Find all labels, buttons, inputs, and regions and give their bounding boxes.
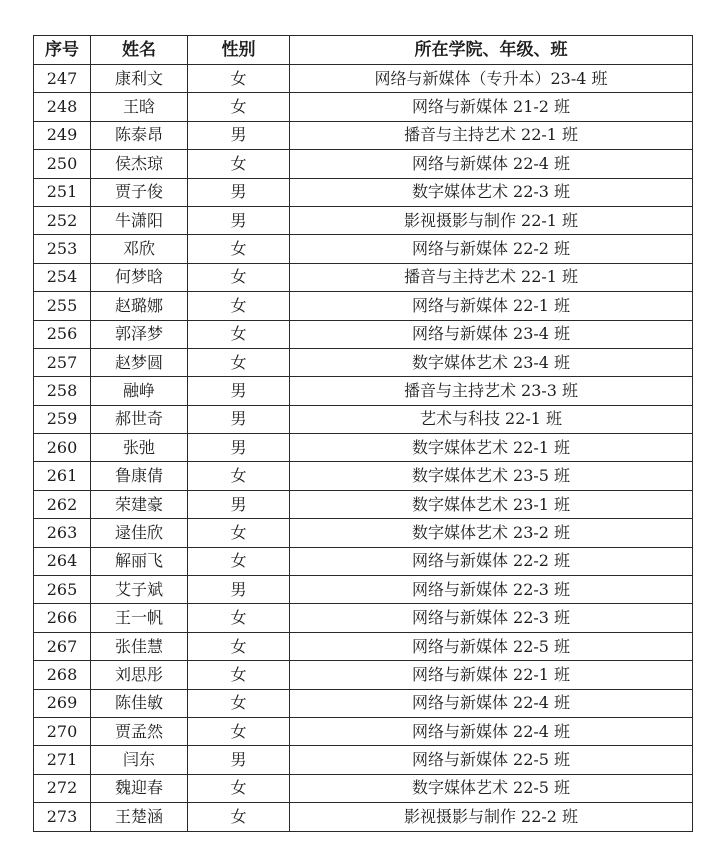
cell-gender: 女 xyxy=(188,519,290,547)
table-row xyxy=(34,519,693,547)
table-row xyxy=(34,490,693,518)
table-row xyxy=(34,632,693,660)
cell-index: 254 xyxy=(34,263,91,291)
cell-college-grade-class: 网络与新媒体 22-5 班 xyxy=(290,632,693,660)
table-row xyxy=(34,235,693,263)
cell-name: 逯佳欣 xyxy=(91,519,188,547)
cell-college-grade-class: 网络与新媒体 22-4 班 xyxy=(290,717,693,745)
cell-index: 250 xyxy=(34,150,91,178)
cell-index: 269 xyxy=(34,689,91,717)
cell-gender: 女 xyxy=(188,348,290,376)
table-row xyxy=(34,774,693,802)
table-row xyxy=(34,292,693,320)
cell-name: 赵璐娜 xyxy=(91,292,188,320)
cell-college-grade-class: 数字媒体艺术 23-2 班 xyxy=(290,519,693,547)
cell-gender: 女 xyxy=(188,604,290,632)
cell-college-grade-class: 网络与新媒体 22-4 班 xyxy=(290,689,693,717)
cell-index: 258 xyxy=(34,377,91,405)
cell-name: 张弛 xyxy=(91,434,188,462)
cell-gender: 女 xyxy=(188,462,290,490)
cell-index: 271 xyxy=(34,746,91,774)
cell-college-grade-class: 网络与新媒体 23-4 班 xyxy=(290,320,693,348)
cell-name: 魏迎春 xyxy=(91,774,188,802)
table-row xyxy=(34,93,693,121)
cell-name: 康利文 xyxy=(91,65,188,93)
cell-gender: 男 xyxy=(188,178,290,206)
cell-college-grade-class: 数字媒体艺术 23-1 班 xyxy=(290,490,693,518)
cell-gender: 女 xyxy=(188,320,290,348)
cell-name: 融峥 xyxy=(91,377,188,405)
table-row xyxy=(34,604,693,632)
cell-gender: 女 xyxy=(188,547,290,575)
cell-name: 郝世奇 xyxy=(91,405,188,433)
cell-index: 251 xyxy=(34,178,91,206)
cell-index: 249 xyxy=(34,121,91,149)
cell-index: 248 xyxy=(34,93,91,121)
cell-gender: 女 xyxy=(188,263,290,291)
cell-college-grade-class: 数字媒体艺术 22-3 班 xyxy=(290,178,693,206)
cell-name: 张佳慧 xyxy=(91,632,188,660)
cell-name: 陈泰昂 xyxy=(91,121,188,149)
cell-college-grade-class: 影视摄影与制作 22-2 班 xyxy=(290,803,693,831)
cell-index: 256 xyxy=(34,320,91,348)
cell-college-grade-class: 网络与新媒体（专升本）23-4 班 xyxy=(290,65,693,93)
cell-college-grade-class: 网络与新媒体 21-2 班 xyxy=(290,93,693,121)
cell-name: 王一帆 xyxy=(91,604,188,632)
cell-gender: 女 xyxy=(188,292,290,320)
cell-index: 261 xyxy=(34,462,91,490)
cell-gender: 女 xyxy=(188,661,290,689)
table-row xyxy=(34,320,693,348)
table-row xyxy=(34,746,693,774)
cell-index: 259 xyxy=(34,405,91,433)
cell-name: 牛潇阳 xyxy=(91,206,188,234)
cell-name: 闫东 xyxy=(91,746,188,774)
cell-gender: 男 xyxy=(188,405,290,433)
cell-name: 赵梦圆 xyxy=(91,348,188,376)
table-row xyxy=(34,462,693,490)
cell-index: 270 xyxy=(34,717,91,745)
cell-college-grade-class: 网络与新媒体 22-3 班 xyxy=(290,576,693,604)
cell-name: 王楚涵 xyxy=(91,803,188,831)
header-gender: 性别 xyxy=(188,36,290,65)
table-row xyxy=(34,803,693,831)
cell-gender: 男 xyxy=(188,576,290,604)
table-row xyxy=(34,377,693,405)
cell-gender: 女 xyxy=(188,93,290,121)
cell-index: 257 xyxy=(34,348,91,376)
cell-index: 267 xyxy=(34,632,91,660)
table-row xyxy=(34,547,693,575)
cell-college-grade-class: 播音与主持艺术 22-1 班 xyxy=(290,121,693,149)
cell-college-grade-class: 数字媒体艺术 22-5 班 xyxy=(290,774,693,802)
cell-college-grade-class: 网络与新媒体 22-2 班 xyxy=(290,235,693,263)
table-row xyxy=(34,150,693,178)
cell-college-grade-class: 数字媒体艺术 23-5 班 xyxy=(290,462,693,490)
table-row xyxy=(34,348,693,376)
cell-name: 郭泽梦 xyxy=(91,320,188,348)
cell-college-grade-class: 数字媒体艺术 23-4 班 xyxy=(290,348,693,376)
cell-name: 陈佳敏 xyxy=(91,689,188,717)
cell-index: 247 xyxy=(34,65,91,93)
cell-name: 刘思彤 xyxy=(91,661,188,689)
cell-name: 贾子俊 xyxy=(91,178,188,206)
cell-gender: 男 xyxy=(188,377,290,405)
cell-gender: 女 xyxy=(188,65,290,93)
cell-college-grade-class: 播音与主持艺术 22-1 班 xyxy=(290,263,693,291)
cell-name: 王晗 xyxy=(91,93,188,121)
cell-name: 贾孟然 xyxy=(91,717,188,745)
student-list-table xyxy=(33,35,693,832)
cell-gender: 男 xyxy=(188,746,290,774)
cell-index: 264 xyxy=(34,547,91,575)
header-index: 序号 xyxy=(34,36,91,65)
cell-gender: 女 xyxy=(188,803,290,831)
table-row xyxy=(34,121,693,149)
table-body xyxy=(34,65,693,832)
cell-college-grade-class: 影视摄影与制作 22-1 班 xyxy=(290,206,693,234)
cell-gender: 女 xyxy=(188,632,290,660)
cell-name: 何梦晗 xyxy=(91,263,188,291)
cell-index: 266 xyxy=(34,604,91,632)
cell-index: 265 xyxy=(34,576,91,604)
cell-index: 260 xyxy=(34,434,91,462)
cell-name: 侯杰琼 xyxy=(91,150,188,178)
cell-index: 262 xyxy=(34,490,91,518)
cell-college-grade-class: 网络与新媒体 22-2 班 xyxy=(290,547,693,575)
cell-name: 解丽飞 xyxy=(91,547,188,575)
table-row xyxy=(34,405,693,433)
cell-gender: 男 xyxy=(188,490,290,518)
table-row xyxy=(34,434,693,462)
cell-gender: 男 xyxy=(188,434,290,462)
cell-index: 253 xyxy=(34,235,91,263)
header-college-grade-class: 所在学院、年级、班 xyxy=(290,36,693,65)
cell-college-grade-class: 网络与新媒体 22-3 班 xyxy=(290,604,693,632)
cell-college-grade-class: 数字媒体艺术 22-1 班 xyxy=(290,434,693,462)
cell-gender: 女 xyxy=(188,717,290,745)
cell-college-grade-class: 网络与新媒体 22-1 班 xyxy=(290,292,693,320)
table-row xyxy=(34,661,693,689)
table-row xyxy=(34,576,693,604)
cell-name: 邓欣 xyxy=(91,235,188,263)
table-row xyxy=(34,65,693,93)
cell-name: 鲁康倩 xyxy=(91,462,188,490)
cell-index: 263 xyxy=(34,519,91,547)
cell-index: 255 xyxy=(34,292,91,320)
cell-index: 272 xyxy=(34,774,91,802)
cell-gender: 女 xyxy=(188,774,290,802)
cell-college-grade-class: 播音与主持艺术 23-3 班 xyxy=(290,377,693,405)
cell-index: 252 xyxy=(34,206,91,234)
cell-gender: 女 xyxy=(188,235,290,263)
cell-college-grade-class: 网络与新媒体 22-1 班 xyxy=(290,661,693,689)
table-row xyxy=(34,689,693,717)
cell-gender: 女 xyxy=(188,150,290,178)
cell-index: 268 xyxy=(34,661,91,689)
cell-college-grade-class: 网络与新媒体 22-5 班 xyxy=(290,746,693,774)
table-row xyxy=(34,717,693,745)
header-name: 姓名 xyxy=(91,36,188,65)
cell-name: 荣建豪 xyxy=(91,490,188,518)
cell-name: 艾子斌 xyxy=(91,576,188,604)
cell-gender: 男 xyxy=(188,121,290,149)
table-row xyxy=(34,178,693,206)
header-row xyxy=(34,36,693,65)
cell-index: 273 xyxy=(34,803,91,831)
cell-gender: 女 xyxy=(188,689,290,717)
cell-college-grade-class: 网络与新媒体 22-4 班 xyxy=(290,150,693,178)
cell-gender: 男 xyxy=(188,206,290,234)
cell-college-grade-class: 艺术与科技 22-1 班 xyxy=(290,405,693,433)
table-row xyxy=(34,206,693,234)
table-row xyxy=(34,263,693,291)
